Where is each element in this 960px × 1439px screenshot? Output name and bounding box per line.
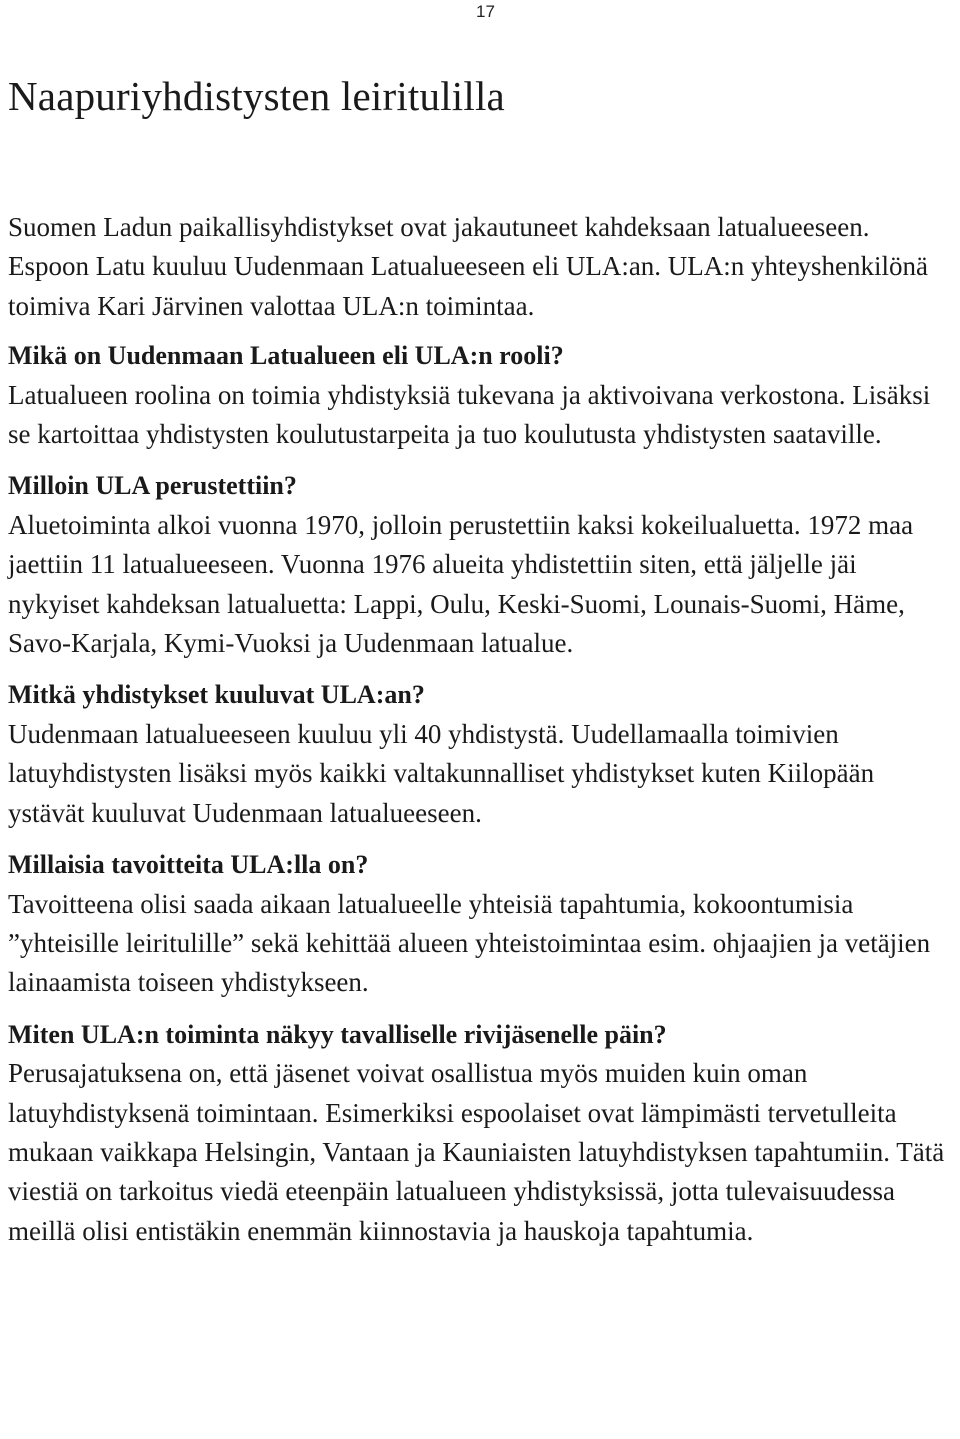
- answer-paragraph: Uudenmaan latualueeseen kuuluu yli 40 yhdistystä. Uudellamaalla toimivien latuyhdistysten lisäksi myös kaikki valtakunnalliset yhdistykset kuten Kiilopään ystävät kuuluvat Uudenmaan latualueeseen.: [8, 718, 875, 828]
- article-title: Naapuriyhdistysten leiritulilla: [8, 73, 505, 119]
- qa-section-founded: [8, 466, 954, 663]
- qa-section-role: [8, 336, 954, 454]
- question-heading: Milloin ULA perustettiin?: [8, 471, 297, 501]
- qa-section-members: [8, 675, 954, 833]
- article-body: [8, 208, 954, 1251]
- answer-paragraph: Perusajatuksena on, että jäsenet voivat osallistua myös muiden kuin oman latuyhdistyksenä toimintaan. Esimerkiksi espoolaiset ovat lämpimästi tervetulleita mukaan vaikkapa Helsingin, Vantaan ja Kauniaisten latuyhdistyksen tapahtumiin. Tätä viestiä on tarkoitus viedä eteenpäin latualueen yhdistyksissä, jotta tulevaisuudessa meillä olisi entistäkin enemmän kiinnostavia ja hauskoja tapahtumia.: [8, 1058, 945, 1246]
- question-heading: Millaisia tavoitteita ULA:lla on?: [8, 850, 369, 880]
- answer-paragraph: Tavoitteena olisi saada aikaan latualueelle yhteisiä tapahtumia, kokoontumisia ”yhteisille leiritulille” sekä kehittää alueen yhteistoimintaa esim. ohjaajien ja vetäjien lainaamista toiseen yhdistykseen.: [8, 888, 931, 998]
- answer-paragraph: Latualueen roolina on toimia yhdistyksiä tukevana ja aktivoivana verkostona. Lisäksi se kartoittaa yhdistysten koulutustarpeita ja tuo koulutusta yhdistysten saataville.: [8, 379, 931, 450]
- question-heading: Mikä on Uudenmaan Latualueen eli ULA:n rooli?: [8, 341, 564, 371]
- question-heading: Mitkä yhdistykset kuuluvat ULA:an?: [8, 680, 425, 710]
- intro-paragraph: Suomen Ladun paikallisyhdistykset ovat jakautuneet kahdeksaan latualueeseen. Espoon Latu kuuluu Uudenmaan Latualueeseen eli ULA:an. ULA:n yhteyshenkilönä toimiva Kari Järvinen valottaa ULA:n toimintaa.: [8, 212, 929, 321]
- answer-paragraph: Aluetoiminta alkoi vuonna 1970, jolloin perustettiin kaksi kokeilualuetta. 1972 maa jaettiin 11 latualueeseen. Vuonna 1976 alueita yhdistettiin siten, että jäljelle jäi nykyiset kahdeksan latualuetta: Lappi, Oulu, Keski-Suomi, Lounais-Suomi, Häme, Savo-Karjala, Kymi-Vuoksi ja Uudenmaan latualue.: [8, 509, 914, 659]
- page-number: 17: [476, 2, 495, 21]
- qa-section-visibility: [8, 1015, 954, 1251]
- question-heading: Miten ULA:n toiminta näkyy tavalliselle rivijäsenelle päin?: [8, 1019, 667, 1049]
- qa-section-goals: [8, 845, 954, 1003]
